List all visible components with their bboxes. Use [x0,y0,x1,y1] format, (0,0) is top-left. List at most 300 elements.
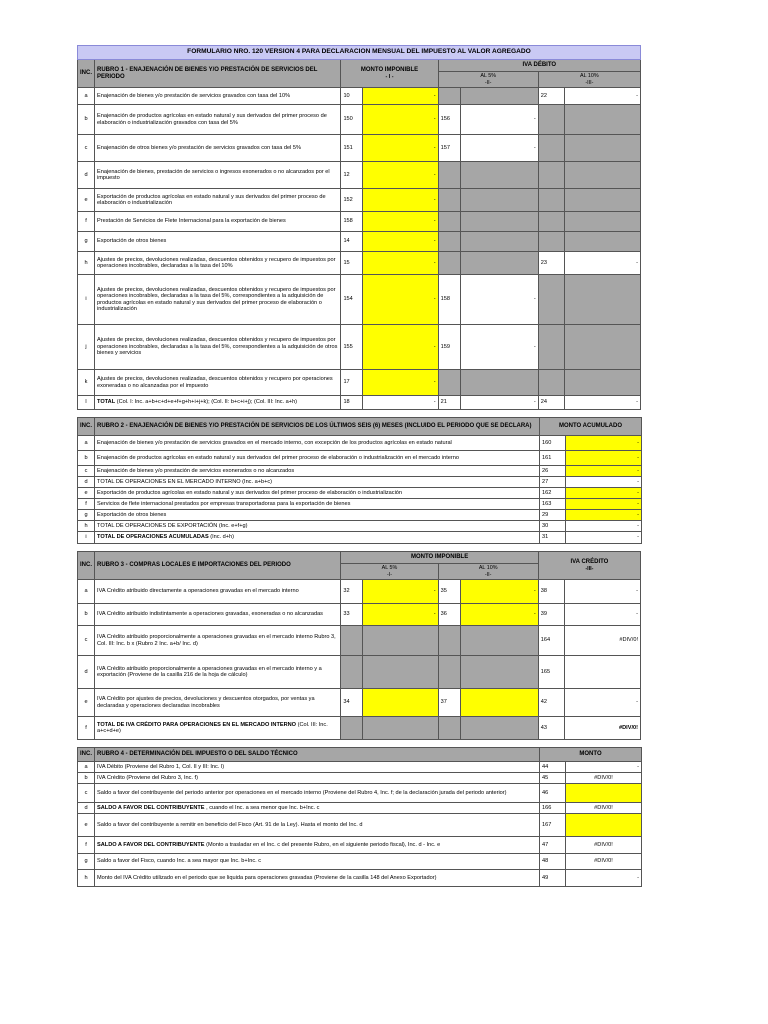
r3-col-ii: -II- [484,571,492,578]
r4-amount: #DIV/0! [566,837,642,854]
r2-amount[interactable]: - [566,510,642,521]
r4-desc-text: IVA Débito (Proviene del Rubro 1, Col. II y III: Inc. l) [97,763,225,770]
r3-amount-col3: - [564,580,640,604]
r3-desc-text: (Col. III: Inc. a+c+d+e) [97,721,328,734]
r4-row [78,854,642,870]
r3-desc [95,626,341,656]
r4-inc: c [78,784,95,803]
r1-empty-col3-code [538,370,564,396]
r3-iva-credito-header [538,552,640,580]
r1-desc [95,189,341,212]
r4-inc-header: INC. [78,748,95,762]
r4-row [78,803,642,814]
r4-inc: e [78,814,95,837]
r1-empty-col2 [460,252,538,275]
r1-amount-col2: - [460,105,538,135]
r3-empty-col [460,656,538,689]
r1-row [78,189,641,212]
r1-empty-col3-code [538,212,564,232]
r1-row [78,232,641,252]
r2-inc: c [78,466,95,477]
r2-desc-text: Enajenación de bienes y/o prestación de servicios exonerados o no alcanzados [97,467,295,474]
r1-empty-col3 [564,105,640,135]
r1-al10-header [538,72,640,88]
r1-inc: c [78,135,95,162]
r1-code-col3: 22 [538,88,564,105]
r1-monto-imponible: MONTO IMPONIBLE [360,67,419,74]
r1-empty-col2 [460,189,538,212]
r1-empty-col2-code [438,370,460,396]
r1-amount-col1[interactable]: - [363,370,438,396]
r3-code-col3: 42 [538,689,564,717]
r2-desc [95,510,540,521]
r3-code-col2: 36 [438,604,460,626]
r3-desc-text: IVA Crédito atribuido proporcionalmente a operaciones gravadas en el mercado interno Rubro 3, Col. III: Inc. b x (Rubro 2 Inc. a+b/ Inc. d) [97,634,336,647]
r3-desc-text: IVA Crédito atribuido directamente a operaciones gravadas en el mercado interno [97,588,299,595]
r1-code-col1: 155 [341,325,363,370]
r3-col-iii: -III- [585,565,594,572]
r1-code-col1: 15 [341,252,363,275]
r1-iva-debito-header: IVA DÉBITO [438,60,640,72]
r1-empty-col3-code [538,232,564,252]
r2-desc [95,477,540,488]
r3-empty-col [341,626,363,656]
r4-row [78,773,642,784]
r2-desc-text: TOTAL DE OPERACIONES EN EL MERCADO INTERNO (Inc. a+b+c) [97,478,272,485]
r3-code-col3: 165 [538,656,564,689]
form-title: FORMULARIO NRO. 120 VERSION 4 PARA DECLARACION MENSUAL DEL IMPUESTO AL VALOR AGREGADO [78,46,641,60]
r2-row [78,532,642,544]
r1-empty-col2-code [438,88,460,105]
r3-desc [95,689,341,717]
r1-desc-bold: TOTAL [97,399,116,406]
r4-desc-text: , cuando el Inc. a sea menor que Inc. b+Inc. c [206,804,320,811]
r1-desc-text: Enajenación de productos agrícolas en estado natural y sus derivados del primer proceso de elaboración o industrialización gravados con tasa del 5% [97,113,327,126]
r3-desc-text: IVA Crédito por ajustes de precios, devoluciones y descuentos otorgados, por ventas ya declaradas y operaciones declaradas incobrables [97,696,315,709]
r4-inc: g [78,854,95,870]
r1-amount-col1[interactable]: - [363,88,438,105]
r3-amount-col3: #DIV/0! [564,626,640,656]
r1-code-col1: 17 [341,370,363,396]
r3-inc: f [78,717,95,740]
r3-code-col1: 34 [341,689,363,717]
r1-desc-text: Ajustes de precios, devoluciones realizadas, descuentos obtenidos y recupero de impuestos por operaciones incobrables, declaradas a la tasa del 10% [97,256,336,269]
r3-desc-text: IVA Crédito atribuido proporcionalmente a operaciones gravadas en el mercado interno y a exportación (Proviene de la casilla 216 de la hoja de cálculo) [97,665,322,678]
r1-amount-col1[interactable]: - [363,252,438,275]
r2-inc-header: INC. [78,418,95,436]
r2-inc: b [78,451,95,466]
r3-desc [95,580,341,604]
r1-amount-col2: - [460,325,538,370]
r1-al5: AL 5% [480,73,497,80]
r2-inc: h [78,521,95,532]
r3-empty-col [460,717,538,740]
r4-desc-text: Saldo a favor del Fisco, cuando Inc. a sea mayor que Inc. b+Inc. c [97,858,262,865]
r1-code-col2: 157 [438,135,460,162]
r2-desc-text: Enajenación de productos agrícolas en estado natural y sus derivados del primer proceso de elaboración o industrialización en el mercado interno [97,454,459,461]
form-120 [77,45,641,887]
r3-desc [95,604,341,626]
r3-empty-col [363,656,438,689]
r1-code-col1: 10 [341,88,363,105]
r2-row [78,521,642,532]
r3-code-col2: 35 [438,580,460,604]
r3-amount-col3: - [564,604,640,626]
r2-desc-text: TOTAL DE OPERACIONES DE EXPORTACIÓN (Inc. e+f+g) [97,522,248,529]
r2-amount[interactable]: - [566,451,642,466]
r1-empty-col3 [564,135,640,162]
r4-code: 46 [540,784,566,803]
r1-desc-text: (Col. I: Inc. a+b+c+d+e+f+g+h+i+j+k); (Col. II: b+c+i+j); (Col. III: Inc. a+h) [116,399,298,406]
r2-code: 30 [540,521,566,532]
r1-empty-col3 [564,370,640,396]
r1-row [78,370,641,396]
r3-empty-col [438,656,460,689]
r1-amount-col2: - [460,396,538,410]
r3-monto-imponible-header: MONTO IMPONIBLE [341,552,538,564]
r1-al5-header [438,72,538,88]
r1-row [78,135,641,162]
rubro1-title: RUBRO 1 - ENAJENACIÓN DE BIENES Y/O PRESTACIÓN DE SERVICIOS DEL PERIODO [95,60,341,88]
r1-desc-text: Ajustes de precios, devoluciones realizadas, descuentos obtenidos y recupero de impuestos por operaciones incobrables, declaradas a la tasa del 5%, correspondientes a la adquisición de productos agrícolas en estado natural y sus derivados del primer proceso de elaboración o industrialización [97,286,336,312]
r1-col-iii: -III- [585,79,594,86]
r1-amount-col1[interactable]: - [363,162,438,189]
r1-amount-col2: - [460,135,538,162]
r1-desc-text: Enajenación de otros bienes y/o prestación de servicios gravados con tasa del 5% [97,144,301,151]
r1-empty-col2 [460,212,538,232]
r4-desc [95,837,540,854]
r3-amount-col3: #DIV/0! [564,717,640,740]
r1-code-col1: 150 [341,105,363,135]
r3-amount-col1[interactable] [363,689,438,717]
r4-code: 49 [540,870,566,887]
r4-desc [95,870,540,887]
r2-inc: f [78,499,95,510]
r2-row [78,451,642,466]
r4-amount: - [566,870,642,887]
r4-code: 44 [540,762,566,773]
r1-row [78,105,641,135]
r2-row [78,499,642,510]
r3-inc-header: INC. [78,552,95,580]
r3-amount-col1[interactable]: - [363,580,438,604]
r4-desc-text: (Monto a trasladar en el Inc. c del presente Rubro, en el siguiente periodo fiscal), Inc. d - Inc. e [206,841,441,848]
r1-inc: l [78,396,95,410]
r1-code-col1: 158 [341,212,363,232]
r1-empty-col3-code [538,275,564,325]
r1-code-col1: 151 [341,135,363,162]
r1-amount-col3: - [564,252,640,275]
r4-amount[interactable] [566,814,642,837]
r3-empty-col [363,717,438,740]
r1-empty-col2-code [438,212,460,232]
r2-row [78,477,642,488]
r3-amount-col2[interactable]: - [460,604,538,626]
r1-inc: e [78,189,95,212]
r4-inc: h [78,870,95,887]
r3-code-col3: 164 [538,626,564,656]
r4-monto-header: MONTO [540,748,642,762]
r1-inc: j [78,325,95,370]
r4-desc-bold: SALDO A FAVOR DEL CONTRIBUYENTE [97,841,205,848]
r3-desc-bold: TOTAL DE IVA CRÉDITO PARA OPERACIONES EN EL MERCADO INTERNO [97,721,297,728]
r1-empty-col2 [460,370,538,396]
r4-row [78,762,642,773]
r4-row [78,784,642,803]
r1-desc-text: Ajustes de precios, devoluciones realizadas, descuentos obtenidos y recupero por operaciones exoneradas o no alcanzadas por el impuesto [97,376,333,389]
r1-code-col1: 152 [341,189,363,212]
r3-code-col3: 39 [538,604,564,626]
r1-inc: k [78,370,95,396]
r4-desc [95,803,540,814]
r4-code: 167 [540,814,566,837]
r3-empty-col [341,656,363,689]
r1-empty-col3-code [538,162,564,189]
r1-desc [95,105,341,135]
r1-row [78,396,641,410]
r4-amount: #DIV/0! [566,773,642,784]
r1-row [78,88,641,105]
r4-amount: #DIV/0! [566,854,642,870]
r3-iva-credito: IVA CRÉDITO [570,559,609,566]
r2-desc-text: (Inc. d+h) [210,534,235,541]
r2-amount[interactable]: - [566,436,642,451]
r1-empty-col3 [564,232,640,252]
r3-desc-text: IVA Crédito atribuido indistintamente a operaciones gravadas, exoneradas o no alcanzadas [97,611,323,618]
r2-desc [95,521,540,532]
r4-code: 47 [540,837,566,854]
r1-amount-col1[interactable]: - [363,135,438,162]
r2-amount: - [566,532,642,544]
r1-desc-text: Enajenación de bienes, prestación de servicios o ingresos exonerados o no alcanzados por el impuesto [97,168,330,181]
r4-amount: - [566,762,642,773]
r1-desc [95,396,341,410]
r4-desc [95,762,540,773]
r1-amount-col1[interactable]: - [363,105,438,135]
r1-code-col3: 23 [538,252,564,275]
r3-amount-col3: - [564,689,640,717]
r3-empty-col [460,626,538,656]
r1-amount-col3: - [564,88,640,105]
r2-amount[interactable]: - [566,499,642,510]
r1-empty-col3 [564,325,640,370]
r2-desc [95,436,540,451]
r2-desc [95,466,540,477]
r1-inc: d [78,162,95,189]
r1-code-col2: 159 [438,325,460,370]
r1-amount-col1[interactable]: - [363,212,438,232]
r2-code: 29 [540,510,566,521]
r2-desc-text: Exportación de productos agrícolas en estado natural y sus derivados del primer proceso de elaboración o industrialización [97,489,403,496]
r3-code-col3: 43 [538,717,564,740]
r1-desc-text: Prestación de Servicios de Flete Internacional para la exportación de bienes [97,218,286,225]
r2-code: 31 [540,532,566,544]
r4-code: 48 [540,854,566,870]
r1-amount-col1[interactable]: - [363,189,438,212]
rubro2-table [77,417,642,544]
r4-desc [95,784,540,803]
r1-empty-col2 [460,88,538,105]
r3-inc: c [78,626,95,656]
r2-desc [95,532,540,544]
r2-row [78,510,642,521]
rubro4-title: RUBRO 4 - DETERMINACIÓN DEL IMPUESTO O DEL SALDO TÉCNICO [95,748,540,762]
r2-desc-bold: TOTAL DE OPERACIONES ACUMULADAS [97,534,209,541]
r3-row [78,717,641,740]
r4-desc [95,773,540,784]
r1-monto-imponible-header [341,60,438,88]
r1-empty-col3 [564,275,640,325]
r2-row [78,466,642,477]
r1-desc-text: Enajenación de bienes y/o prestación de servicios gravados con tasa del 10% [97,92,291,99]
r1-row [78,275,641,325]
r1-inc: g [78,232,95,252]
r3-row [78,604,641,626]
r3-al10-header [438,564,538,580]
r2-inc: i [78,532,95,544]
r1-row [78,212,641,232]
r1-desc [95,88,341,105]
r1-row [78,325,641,370]
r2-code: 161 [540,451,566,466]
r1-code-col3: 24 [538,396,564,410]
r1-empty-col2-code [438,189,460,212]
r3-amount-col1[interactable]: - [363,604,438,626]
r2-amount: - [566,521,642,532]
r2-desc-text: Enajenación de bienes y/o prestación de servicios gravados en el mercado interno, con excepción de los productos agrícolas en estado natural [97,439,452,446]
r4-code: 166 [540,803,566,814]
r1-amount-col2: - [460,275,538,325]
r4-desc [95,814,540,837]
r1-inc: b [78,105,95,135]
r4-desc-bold: SALDO A FAVOR DEL CONTRIBUYENTE [97,804,205,811]
r2-monto-acumulado-header: MONTO ACUMULADO [540,418,642,436]
r2-code: 27 [540,477,566,488]
r3-code-col1: 33 [341,604,363,626]
r1-desc [95,135,341,162]
r1-inc: h [78,252,95,275]
r1-empty-col2-code [438,232,460,252]
rubro2-title: RUBRO 2 - ENAJENACIÓN DE BIENES Y/O PRESTACIÓN DE SERVICIOS DE LOS ÚLTIMOS SEIS (6) MESES (INCLUIDO EL PERIODO QUE SE DECLARA) [95,418,540,436]
r4-inc: a [78,762,95,773]
r2-desc-text: Exportación de otros bienes [97,511,167,518]
r1-col-ii: -II- [484,79,492,86]
r4-code: 45 [540,773,566,784]
r1-amount-col1[interactable]: - [363,396,438,410]
r2-code: 163 [540,499,566,510]
r1-inc: a [78,88,95,105]
r4-inc: b [78,773,95,784]
r1-code-col1: 12 [341,162,363,189]
r1-empty-col2 [460,162,538,189]
r1-empty-col3 [564,189,640,212]
r2-code: 160 [540,436,566,451]
r1-desc-text: Exportación de productos agrícolas en estado natural y sus derivados del primer proceso de elaboración o industrialización [97,193,326,206]
r1-desc [95,370,341,396]
r3-desc [95,717,341,740]
r2-amount: - [566,477,642,488]
r1-code-col2: 158 [438,275,460,325]
r3-inc: d [78,656,95,689]
r3-row [78,656,641,689]
r3-code-col1: 32 [341,580,363,604]
r2-amount[interactable]: - [566,466,642,477]
r1-empty-col2 [460,232,538,252]
r1-empty-col3-code [538,325,564,370]
r1-inc: i [78,275,95,325]
r2-desc [95,499,540,510]
r3-code-col3: 38 [538,580,564,604]
r1-row [78,252,641,275]
r1-row [78,162,641,189]
r1-amount-col1[interactable]: - [363,275,438,325]
r1-empty-col3 [564,162,640,189]
r3-al5-header [341,564,438,580]
r3-row [78,580,641,604]
r1-code-col2: 156 [438,105,460,135]
rubro1-table [77,45,641,410]
r2-code: 162 [540,488,566,499]
r1-empty-col2-code [438,162,460,189]
r1-code-col1: 14 [341,232,363,252]
r3-desc [95,656,341,689]
r1-inc: f [78,212,95,232]
r4-amount: #DIV/0! [566,803,642,814]
r1-col-i: - I - [385,73,394,80]
r1-amount-col3: - [564,396,640,410]
r2-row [78,488,642,499]
r2-amount[interactable]: - [566,488,642,499]
r4-amount[interactable] [566,784,642,803]
r1-desc [95,325,341,370]
r3-row [78,689,641,717]
r2-desc-text: Servicios de flete internacional prestados por empresas transportadoras para la exportación de bienes [97,500,351,507]
r1-empty-col3-code [538,105,564,135]
r4-inc: d [78,803,95,814]
r3-amount-col3 [564,656,640,689]
r1-desc [95,162,341,189]
r1-desc [95,275,341,325]
r1-al10: AL 10% [580,73,599,80]
r4-desc-text: IVA Crédito (Proviene del Rubro 3, Inc. f) [97,774,198,781]
r4-inc: f [78,837,95,854]
rubro4-table [77,747,642,887]
r1-empty-col3-code [538,189,564,212]
r4-desc-text: Saldo a favor del contribuyente del periodo anterior por operaciones en el mercado interno (Proviene del Rubro 4, Inc. f; de la declaración jurada del periodo anterior) [97,789,507,796]
r1-desc-text: Exportación de otros bienes [97,238,167,245]
r1-empty-col3-code [538,135,564,162]
r2-inc: e [78,488,95,499]
r4-desc-text: Monto del IVA Crédito utilizado en el periodo que se liquida para operaciones gravadas (Proviene de la casilla 148 del Anexo Exportador) [97,874,437,881]
rubro3-title: RUBRO 3 - COMPRAS LOCALES E IMPORTACIONES DEL PERIODO [95,552,341,580]
r2-inc: d [78,477,95,488]
r3-row [78,626,641,656]
r4-row [78,814,642,837]
r1-desc [95,232,341,252]
r2-inc: g [78,510,95,521]
r3-amount-col2[interactable]: - [460,580,538,604]
r3-empty-col [341,717,363,740]
r3-al10: AL 10% [478,565,498,572]
r4-row [78,870,642,887]
r1-amount-col1[interactable]: - [363,232,438,252]
r2-row [78,436,642,451]
r1-amount-col1[interactable]: - [363,325,438,370]
r1-desc-text: Ajustes de precios, devoluciones realizadas, descuentos obtenidos y recupero de impuestos por operaciones incobrables, declaradas a la tasa del 5%, correspondientes a la adquisición de otros bienes y servicios [97,337,338,357]
r1-desc [95,252,341,275]
r3-amount-col2[interactable] [460,689,538,717]
r3-empty-col [363,626,438,656]
